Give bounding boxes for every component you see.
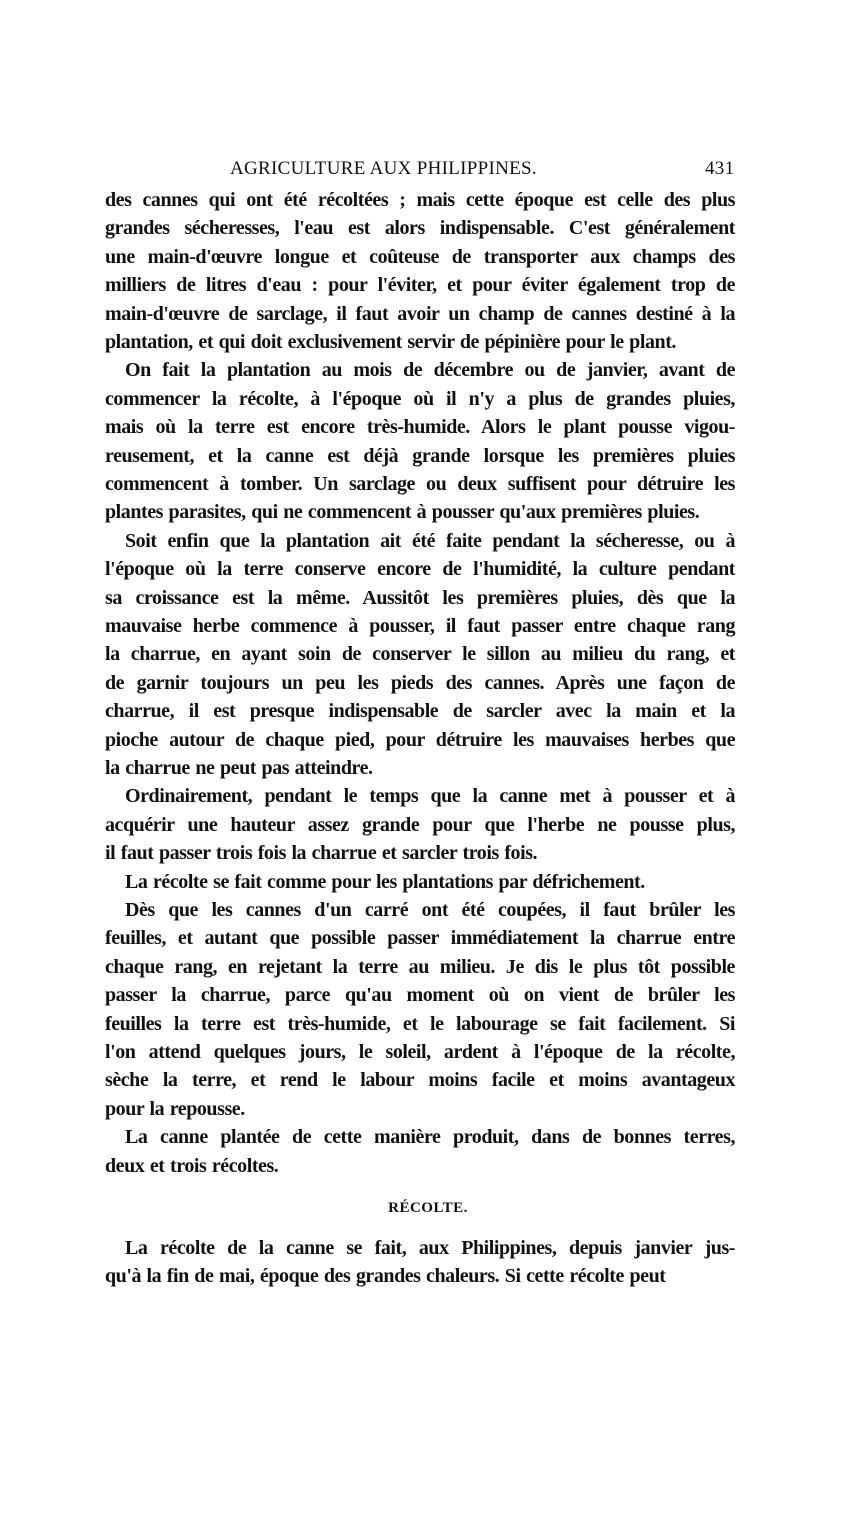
text-line: reusement, et la canne est déjà grande lorsque les premières pluies [105, 444, 735, 467]
text-line: mais où la terre est encore très-humide. Alors le plant pousse vigou- [105, 416, 735, 439]
text-line: deux et trois récoltes. [105, 1154, 279, 1177]
text-line: plantation, et qui doit exclusivement servir de pépinière pour le plant. [105, 331, 676, 353]
text-line: passer la charrue, parce qu'au moment où on vient de brûler les [105, 984, 735, 1007]
text-line: la charrue ne peut pas atteindre. [105, 757, 373, 779]
text-line: feuilles la terre est très-humide, et le labourage se fait facilement. Si [105, 1012, 735, 1035]
text-line: Dès que les cannes d'un carré ont été coupées, il faut brûler les [125, 899, 735, 921]
text-line: charrue, il est presque indispensable de sarcler avec la main et la [105, 700, 735, 723]
text-line: commencent à tomber. Un sarclage ou deux suffisent pour détruire les [105, 473, 735, 495]
running-title: AGRICULTURE AUX PHILIPPINES. [230, 158, 537, 179]
text-line: La récolte se fait comme pour les plantations par défrichement. [125, 870, 645, 893]
text-line: des cannes qui ont été récoltées ; mais cette époque est celle des plus [105, 189, 735, 211]
text-line: commencer la récolte, à l'époque où il n'y a plus de grandes pluies, [105, 387, 735, 410]
text-line: sa croissance est la même. Aussitôt les premières pluies, dès que la [105, 586, 735, 609]
section-heading: RÉCOLTE. [388, 1200, 468, 1216]
text-line: la charrue, en ayant soin de conserver le sillon au milieu du rang, et [105, 643, 735, 666]
text-line: de garnir toujours un peu les pieds des cannes. Après une façon de [105, 671, 735, 694]
text-line: Soit enfin que la plantation ait été faite pendant la sécheresse, ou à [125, 529, 735, 552]
text-line: sèche la terre, et rend le labour moins facile et moins avantageux [105, 1069, 735, 1092]
text-line: pioche autour de chaque pied, pour détruire les mauvaises herbes que [105, 728, 735, 751]
text-line: plantes parasites, qui ne commencent à pousser qu'aux premières pluies. [105, 501, 700, 524]
text-line: La canne plantée de cette manière produit, dans de bonnes terres, [125, 1126, 735, 1149]
text-line: grandes sécheresses, l'eau est alors indispensable. C'est généralement [105, 217, 735, 240]
text-line: acquérir une hauteur assez grande pour que l'herbe ne pousse plus, [105, 813, 735, 836]
text-line: milliers de litres d'eau : pour l'éviter, et pour éviter également trop de [105, 274, 735, 297]
text-line: La récolte de la canne se fait, aux Philippines, depuis janvier jus- [125, 1237, 735, 1259]
text-line: il faut passer trois fois la charrue et sarcler trois fois. [105, 842, 538, 865]
text-line: l'époque où la terre conserve encore de l'humidité, la culture pendant [105, 558, 735, 581]
page-number: 431 [705, 158, 735, 179]
text-line: mauvaise herbe commence à pousser, il faut passer entre chaque rang [105, 615, 735, 637]
text-line: feuilles, et autant que possible passer immédiatement la charrue entre [105, 927, 735, 950]
text-line: une main-d'œuvre longue et coûteuse de transporter aux champs des [105, 245, 735, 268]
text-line: On fait la plantation au mois de décembre ou de janvier, avant de [125, 359, 735, 382]
text-line: qu'à la fin de mai, époque des grandes chaleurs. Si cette récolte peut [105, 1265, 666, 1288]
text-line: l'on attend quelques jours, le soleil, ardent à l'époque de la récolte, [105, 1041, 735, 1063]
text-line: Ordinairement, pendant le temps que la canne met à pousser et à [125, 785, 735, 808]
text-line: chaque rang, en rejetant la terre au milieu. Je dis le plus tôt possible [105, 955, 735, 978]
text-line: pour la repousse. [105, 1097, 245, 1120]
text-line: main-d'œuvre de sarclage, il faut avoir un champ de cannes destiné à la [105, 302, 735, 325]
